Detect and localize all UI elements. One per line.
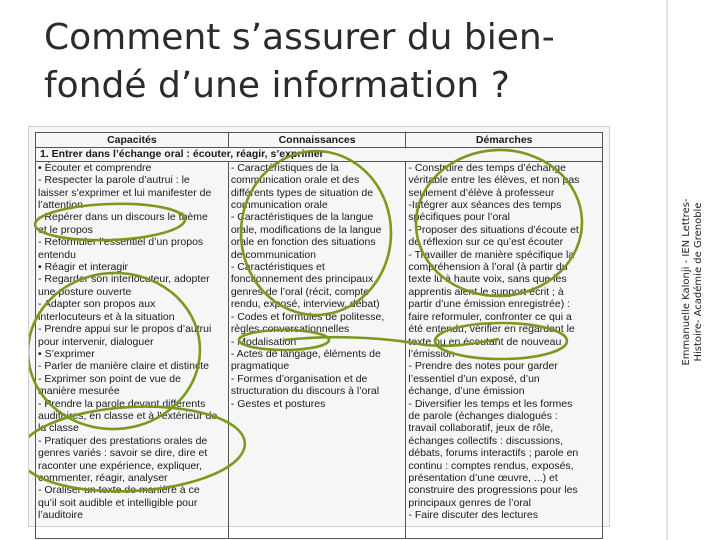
demarche-line: présentation d’une œuvre, ...) et [408,471,558,484]
author-credit-line-2: Histoire- Académie de Grenoble [693,202,704,362]
author-credit-line-1: Emmanuelle Kalonji - IEN Lettres- [681,198,692,366]
demarche-line: spécifiques pour l’oral [408,211,510,224]
capacite-line: - Exprimer son point de vue de [38,372,181,385]
demarche-line: - Construire des temps d’échange [408,161,566,174]
capacite-line: - Oraliser un texte de manière à ce [38,484,200,497]
demarche-line: - Faire discuter des lectures [408,509,538,522]
connaissance-line: structuration du discours à l’oral [230,385,380,398]
capacite-line: auditoires, en classe et à l’extérieur de [38,409,218,422]
connaissance-line: communication orale [230,199,328,212]
scanned-table-image [28,126,610,527]
annotation-link-line [284,337,499,346]
demarche-line: travail collaboratif, jeux de rôle, [408,422,554,435]
capacite-line: - Repérer dans un discours le thème [38,211,208,224]
slide-title-line-1: Comment s’assurer du bien- [44,17,555,58]
demarche-line: - Proposer des situations d’écoute et [408,223,579,236]
demarche-line: - Diversifier les temps et les formes [408,397,573,410]
connaissance-line: - Caractéristiques de la langue [230,211,374,224]
demarche-line: seulement d’élève à professeur [408,186,555,199]
connaissance-line: - Formes d’organisation et de [230,372,368,385]
demarche-line: été entendu, vérifier en regardant le [408,323,575,336]
capacite-line: et le propos [38,223,93,236]
connaissance-line: fonctionnement des principaux [230,273,374,286]
connaissance-line: - Caractéristiques et [230,261,325,274]
author-credit [681,72,705,492]
connaissance-line: - Codes et formules de politesse, [230,310,385,323]
capacite-line: • Réagir et interagir [38,261,129,274]
slide-title-line-2: fondé d’une information ? [44,65,510,106]
demarche-line: principaux genres de l’oral [408,496,531,509]
annotation-circle-sexprimer [29,401,247,497]
connaissance-line: règles conversationnelles [230,323,350,336]
connaissance-line: genres de l’oral (récit, compte [230,285,370,298]
connaissance-line: orale, modifications de la langue [230,223,382,236]
capacite-line: manière mesurée [38,385,120,398]
capacite-line: qu’il soit audible et intelligible pour [38,496,198,509]
demarche-line: échange, d’une émission [408,385,525,398]
capacite-line: genres variés : savoir se dire, dire et [38,447,208,460]
capacite-line: - Respecter la parole d’autrui : le [38,174,190,187]
hand-drawn-annotations [29,127,609,526]
capacite-line: interlocuteurs et à la situation [38,310,175,323]
demarche-line: - Prendre des notes pour garder [408,360,558,373]
connaissance-line: orale en fonction des situations [230,236,376,249]
demarche-line: échanges collectifs : discussions, [408,434,564,447]
capacite-line: - Prendre appui sur le propos d’autrui [38,323,212,336]
capacite-line: pour intervenir, dialoguer [38,335,154,348]
capacite-line: • Écouter et comprendre [38,161,152,174]
annotation-circle-caracteristiques [241,151,391,315]
capacite-line: la classe [38,422,79,435]
demarche-line: construire des progressions pour les [408,484,578,497]
capacite-line: entendu [38,248,76,261]
demarche-line: faire reformuler, confronter ce qui a [408,310,572,323]
demarche-line: de réflexion sur ce qu’est écouter [408,236,564,249]
header-connaissances: Connaissances [228,133,406,148]
header-demarches: Démarches [406,133,603,148]
annotation-circle-emission [435,323,567,359]
demarche-line: texte ou en écoutant de nouveau [408,335,562,348]
connaissance-line: pragmatique [230,360,290,373]
demarche-line: texte lu à haute voix, sans que les [408,273,567,286]
connaissance-line: - Modalisation [230,335,297,348]
header-capacites: Capacités [36,133,229,148]
demarche-line: continu : comptes rendus, exposés, [408,459,574,472]
capacite-line: l’attention [38,199,83,212]
slide-title [44,14,664,110]
capacite-line: l’auditoire [38,509,83,522]
capacite-line: - Pratiquer des prestations orales de [38,434,208,447]
demarche-line: l’essentiel d’un exposé, d’un [408,372,540,385]
annotation-circle-reperer [34,201,185,242]
capacite-line: - Adapter son propos aux [38,298,156,311]
connaissance-line: - Actes de langage, éléments de [230,347,381,360]
capacite-line: raconter une expérience, expliquer, [38,459,203,472]
capacite-line: commenter, réagir, analyser [38,471,168,484]
demarche-line: partir d’une émission enregistrée) : [408,298,571,311]
capacite-line: • S’exprimer [38,347,95,360]
connaissance-line: différents types de situation de [230,186,374,199]
connaissance-line: rendu, exposé, interview, débat) [230,298,380,311]
demarche-line: débats, forums interactifs ; parole en [408,447,579,460]
demarche-line: - Travailler de manière spécifique la [408,248,575,261]
demarche-line: de parole (échanges dialogués : [408,409,558,422]
connaissance-line: - Caractéristiques de la [230,161,339,174]
connaissance-line: communication orale et des [230,174,360,187]
capacite-line: - Parler de manière claire et distincte [38,360,209,373]
capacite-line: - Regarder son interlocuteur, adopter [38,273,210,286]
capacite-line: - Prendre la parole devant différents [38,397,206,410]
connaissance-line: de communication [230,248,317,261]
demarche-line: véritable entre les élèves, et non pas [408,174,580,187]
demarche-line: apprentis aient le support écrit ; à [408,285,564,298]
capacite-line: une posture ouverte [38,285,132,298]
section-title: 1. Entrer dans l’échange oral : écouter, réagir, s’exprimer [36,148,603,161]
demarche-line: -Intégrer aux séances des temps [408,199,562,212]
capacite-line: laisser s’exprimer et lui manifester de [38,186,212,199]
capacite-line: - Reformuler l’essentiel d’un propos [38,236,204,249]
sidebar-divider [666,0,668,540]
demarche-line: compréhension à l’oral (à partir du [408,261,568,274]
connaissance-line: - Gestes et postures [230,397,326,410]
demarche-line: l’émission [408,347,455,360]
annotation-circle-proposer [414,147,585,299]
